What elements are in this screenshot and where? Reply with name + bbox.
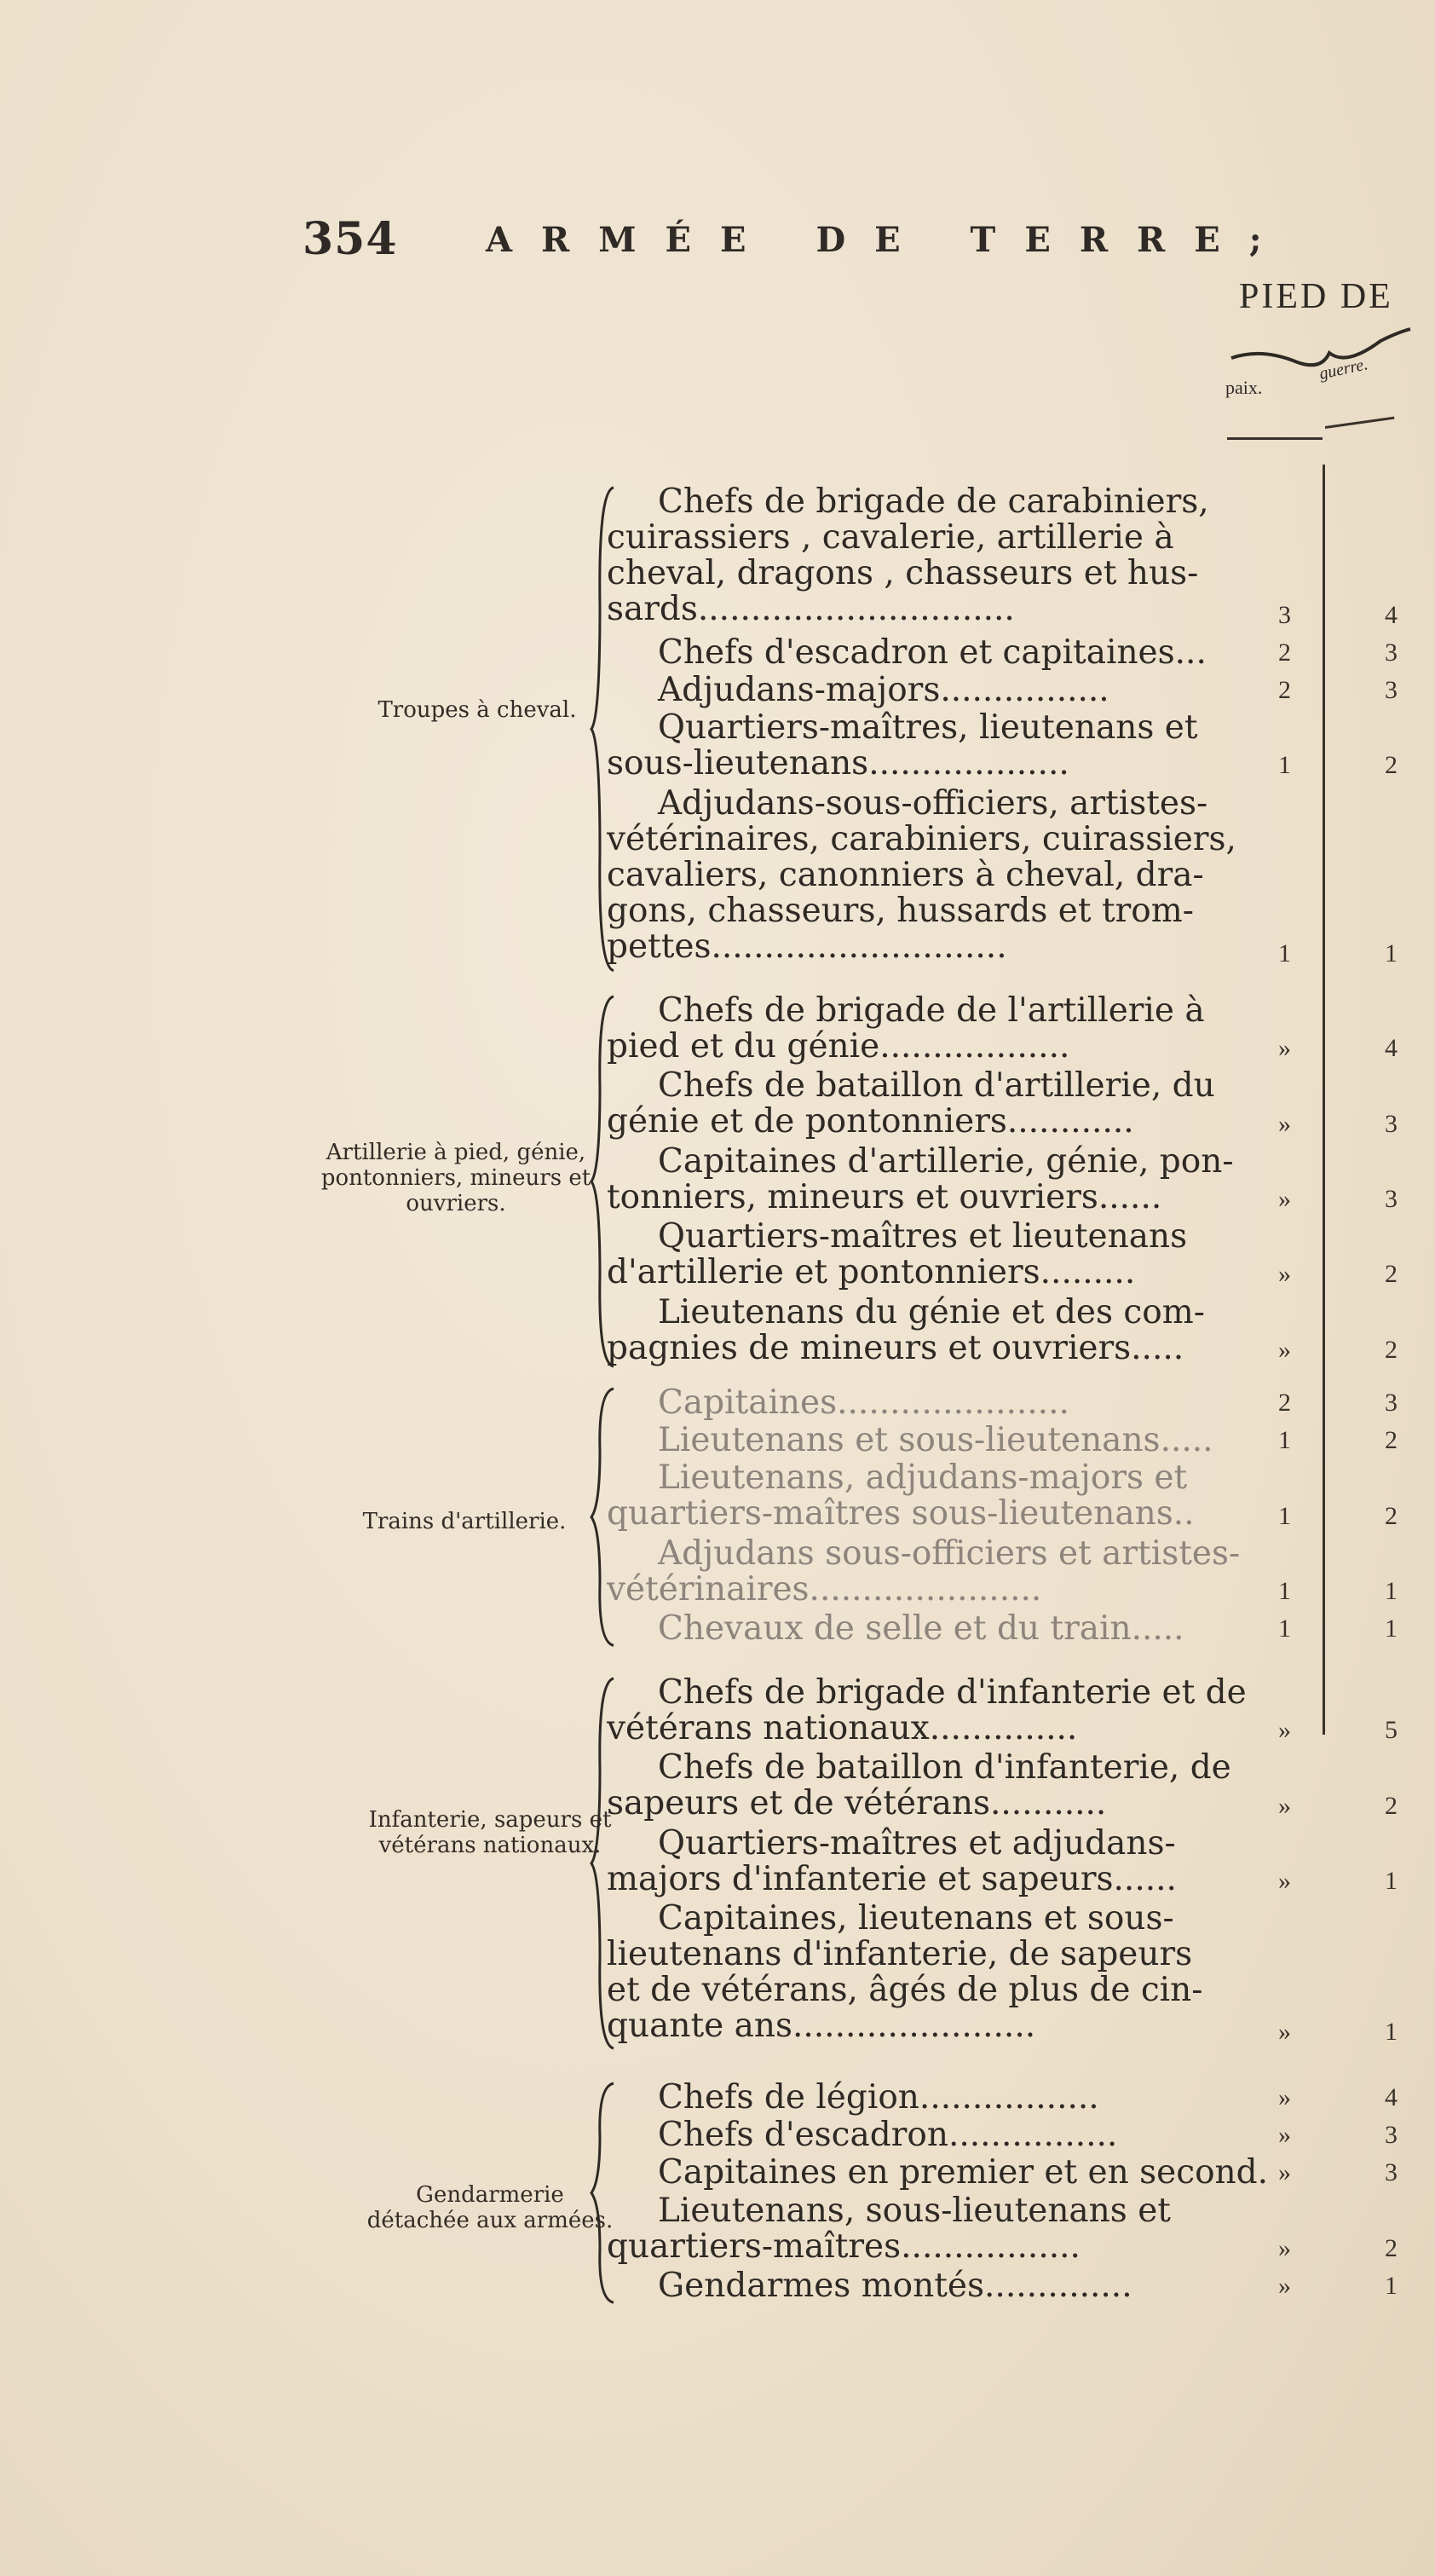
entry-text-line: Capitaines, lieutenans et sous-	[658, 1899, 1174, 1938]
guerre-value: 1	[1385, 1577, 1398, 1605]
entry-text-line: Gendarmes montés..............	[658, 2267, 1132, 2305]
guerre-value: 3	[1385, 1185, 1398, 1213]
table-row	[607, 1750, 1237, 1822]
entry-text-line: Chefs d'escadron et capitaines...	[658, 632, 1207, 672]
paix-value: 2	[1278, 1389, 1291, 1417]
paix-value: 3	[1278, 600, 1291, 629]
guerre-value: 2	[1385, 1426, 1398, 1455]
paix-value: »	[1278, 1185, 1291, 1213]
table-row	[607, 710, 1237, 782]
entry-text-line: gons, chasseurs, hussards et trom-	[607, 891, 1194, 930]
entry-text-line: Lieutenans, adjudans-majors et	[658, 1458, 1188, 1498]
entry-text-line: Chefs de légion.................	[658, 2078, 1099, 2117]
group-label: Artillerie à pied, génie, pontonniers, mineurs et ouvriers.	[320, 1140, 591, 1216]
entry-text-line: et de vétérans, âgés de plus de cin-	[607, 1971, 1203, 2010]
guerre-value: 2	[1385, 751, 1398, 780]
entry-text-line: pied et du génie..................	[607, 1027, 1070, 1066]
guerre-value: 5	[1385, 1716, 1398, 1745]
entry-text-line: Capitaines......................	[658, 1383, 1069, 1422]
column-header-guerre: guerre.	[1317, 355, 1370, 384]
table-row	[607, 1423, 1237, 1458]
paix-value: »	[1278, 1260, 1291, 1289]
column-header-paix: paix.	[1225, 377, 1263, 398]
guerre-value: 1	[1385, 2272, 1398, 2300]
entry-text-line: Chefs de brigade de carabiniers,	[658, 482, 1209, 521]
table-row	[607, 673, 1237, 708]
entry-text-line: vétérans nationaux..............	[607, 1709, 1078, 1747]
entry-text-line: Chefs de bataillon d'infanterie, de	[658, 1748, 1231, 1788]
table-row	[607, 1533, 1241, 1609]
entry-text-line: Lieutenans, sous-lieutenans et	[658, 2191, 1171, 2230]
paix-value: 1	[1278, 751, 1291, 780]
entry-text-line: Lieutenans et sous-lieutenans.....	[658, 1421, 1213, 1460]
entry-text-line: vétérinaires, carabiniers, cuirassiers,	[607, 819, 1236, 858]
group-label: Gendarmerie détachée aux armées.	[366, 2182, 614, 2233]
entry-text-line: majors d'infanterie et sapeurs......	[607, 1859, 1177, 1898]
table-row	[607, 2268, 1237, 2304]
table-row	[607, 2193, 1237, 2265]
entry-text-line: Chefs de brigade d'infanterie et de	[658, 1673, 1247, 1712]
table-row	[607, 783, 1237, 966]
guerre-value: 3	[1385, 2121, 1398, 2150]
guerre-value: 3	[1385, 2158, 1398, 2187]
guerre-value: 3	[1385, 638, 1398, 667]
entry-text-line: Capitaines d'artillerie, génie, pon-	[658, 1141, 1234, 1181]
column-group-title: PIED DE	[1239, 277, 1393, 316]
table-row	[607, 1673, 1247, 1747]
table-row	[607, 632, 1237, 672]
paix-value: »	[1278, 1109, 1291, 1138]
guerre-value: 4	[1385, 600, 1398, 629]
entry-text-line: cheval, dragons , chasseurs et hus-	[607, 554, 1199, 592]
paix-value: 1	[1278, 1577, 1291, 1605]
paix-value: »	[1278, 2083, 1291, 2111]
paix-value: »	[1278, 2158, 1291, 2187]
paix-value: »	[1278, 1716, 1291, 1745]
entry-text-line: pagnies de mineurs et ouvriers.....	[607, 1328, 1184, 1367]
running-title: ARMÉE DE TERRE;	[486, 220, 1291, 260]
entry-text-line: cavaliers, canonniers à cheval, dra-	[607, 855, 1204, 894]
paix-value: »	[1278, 2233, 1291, 2262]
entry-text-line: sous-lieutenans...................	[607, 744, 1069, 783]
entry-text-line: Capitaines en premier et en second.	[658, 2153, 1269, 2192]
guerre-value: 3	[1385, 676, 1398, 704]
entry-text-line: Chefs de brigade de l'artillerie à	[658, 991, 1205, 1030]
guerre-value: 1	[1385, 1867, 1398, 1895]
entry-text-line: d'artillerie et pontonniers.........	[607, 1253, 1136, 1292]
column-divider	[1323, 465, 1325, 1735]
guerre-value: 1	[1385, 2017, 1398, 2046]
entry-text-line: Chevaux de selle et du train.....	[658, 1609, 1184, 1649]
guerre-value: 2	[1385, 2233, 1398, 2262]
table-row	[607, 1823, 1237, 1898]
paix-value: 1	[1278, 1426, 1291, 1455]
table-row	[607, 1068, 1237, 1140]
entry-text-line: Chefs d'escadron................	[658, 2116, 1118, 2155]
group-label: Infanterie, sapeurs et vétérans nationaux.	[368, 1807, 612, 1858]
table-row	[607, 1141, 1237, 1216]
paix-value: »	[1278, 1791, 1291, 1820]
guerre-value: 2	[1385, 1791, 1398, 1820]
paix-value: »	[1278, 2121, 1291, 2150]
table-row	[607, 2080, 1237, 2116]
entry-text-line: sards..............................	[607, 590, 1015, 628]
paix-value: 2	[1278, 638, 1291, 667]
column-header	[1219, 266, 1423, 453]
table-row	[607, 1460, 1237, 1532]
table-row	[607, 1901, 1237, 2044]
paix-value: »	[1278, 2017, 1291, 2046]
entry-text-line: cuirassiers , cavalerie, artillerie à	[607, 518, 1174, 557]
entry-text-line: Quartiers-maîtres, lieutenans et	[658, 708, 1198, 748]
table-row	[607, 484, 1237, 627]
entry-text-line: Chefs de bataillon d'artillerie, du	[658, 1066, 1215, 1106]
guerre-value: 2	[1385, 1260, 1398, 1289]
table-row	[607, 2153, 1269, 2192]
guerre-value: 2	[1385, 1501, 1398, 1530]
table-row	[607, 1292, 1237, 1367]
guerre-value: 4	[1385, 2083, 1398, 2111]
table-row	[607, 2117, 1237, 2153]
page-header	[303, 213, 1325, 281]
paix-value: 2	[1278, 676, 1291, 704]
group-label: Trains d'artillerie.	[362, 1509, 567, 1534]
paix-value: 1	[1278, 1501, 1291, 1530]
paix-value: »	[1278, 2272, 1291, 2300]
guerre-value: 2	[1385, 1335, 1398, 1364]
guerre-value: 3	[1385, 1109, 1398, 1138]
entry-text-line: Adjudans-majors................	[658, 671, 1109, 709]
guerre-value: 3	[1385, 1389, 1398, 1417]
paix-value: 1	[1278, 939, 1291, 968]
entry-text-line: lieutenans d'infanterie, de sapeurs	[607, 1935, 1193, 1974]
entry-text-line: quartiers-maîtres sous-lieutenans..	[607, 1494, 1195, 1533]
entry-text-line: Quartiers-maîtres et adjudans-	[658, 1823, 1176, 1863]
table-row	[607, 1385, 1237, 1421]
page-number: 354	[303, 213, 398, 265]
entry-text-line: quante ans.......................	[607, 2007, 1036, 2046]
entry-text-line: tonniers, mineurs et ouvriers......	[607, 1177, 1162, 1216]
entry-text-line: pettes............................	[607, 927, 1007, 966]
header-rule	[1227, 437, 1323, 440]
entry-text-line: génie et de pontonniers............	[607, 1102, 1134, 1141]
entry-text-line: Adjudans-sous-officiers, artistes-	[658, 783, 1208, 823]
table-row	[607, 993, 1237, 1065]
paix-value: 1	[1278, 1614, 1291, 1643]
entry-text-line: Lieutenans du génie et des com-	[658, 1292, 1205, 1331]
table-row	[607, 1219, 1237, 1291]
guerre-value: 4	[1385, 1034, 1398, 1063]
guerre-value: 1	[1385, 939, 1398, 968]
paix-value: »	[1278, 1335, 1291, 1364]
paix-value: »	[1278, 1034, 1291, 1063]
group-label: Troupes à cheval.	[377, 697, 577, 723]
entry-text-line: vétérinaires......................	[607, 1569, 1042, 1609]
entry-text-line: sapeurs et de vétérans...........	[607, 1784, 1107, 1823]
paix-value: »	[1278, 1867, 1291, 1895]
entry-text-line: Quartiers-maîtres et lieutenans	[658, 1217, 1188, 1256]
entry-text-line: Adjudans sous-officiers et artistes-	[658, 1533, 1241, 1573]
entry-text-line: quartiers-maîtres.................	[607, 2227, 1081, 2266]
table-row	[607, 1611, 1237, 1647]
guerre-value: 1	[1385, 1614, 1398, 1643]
